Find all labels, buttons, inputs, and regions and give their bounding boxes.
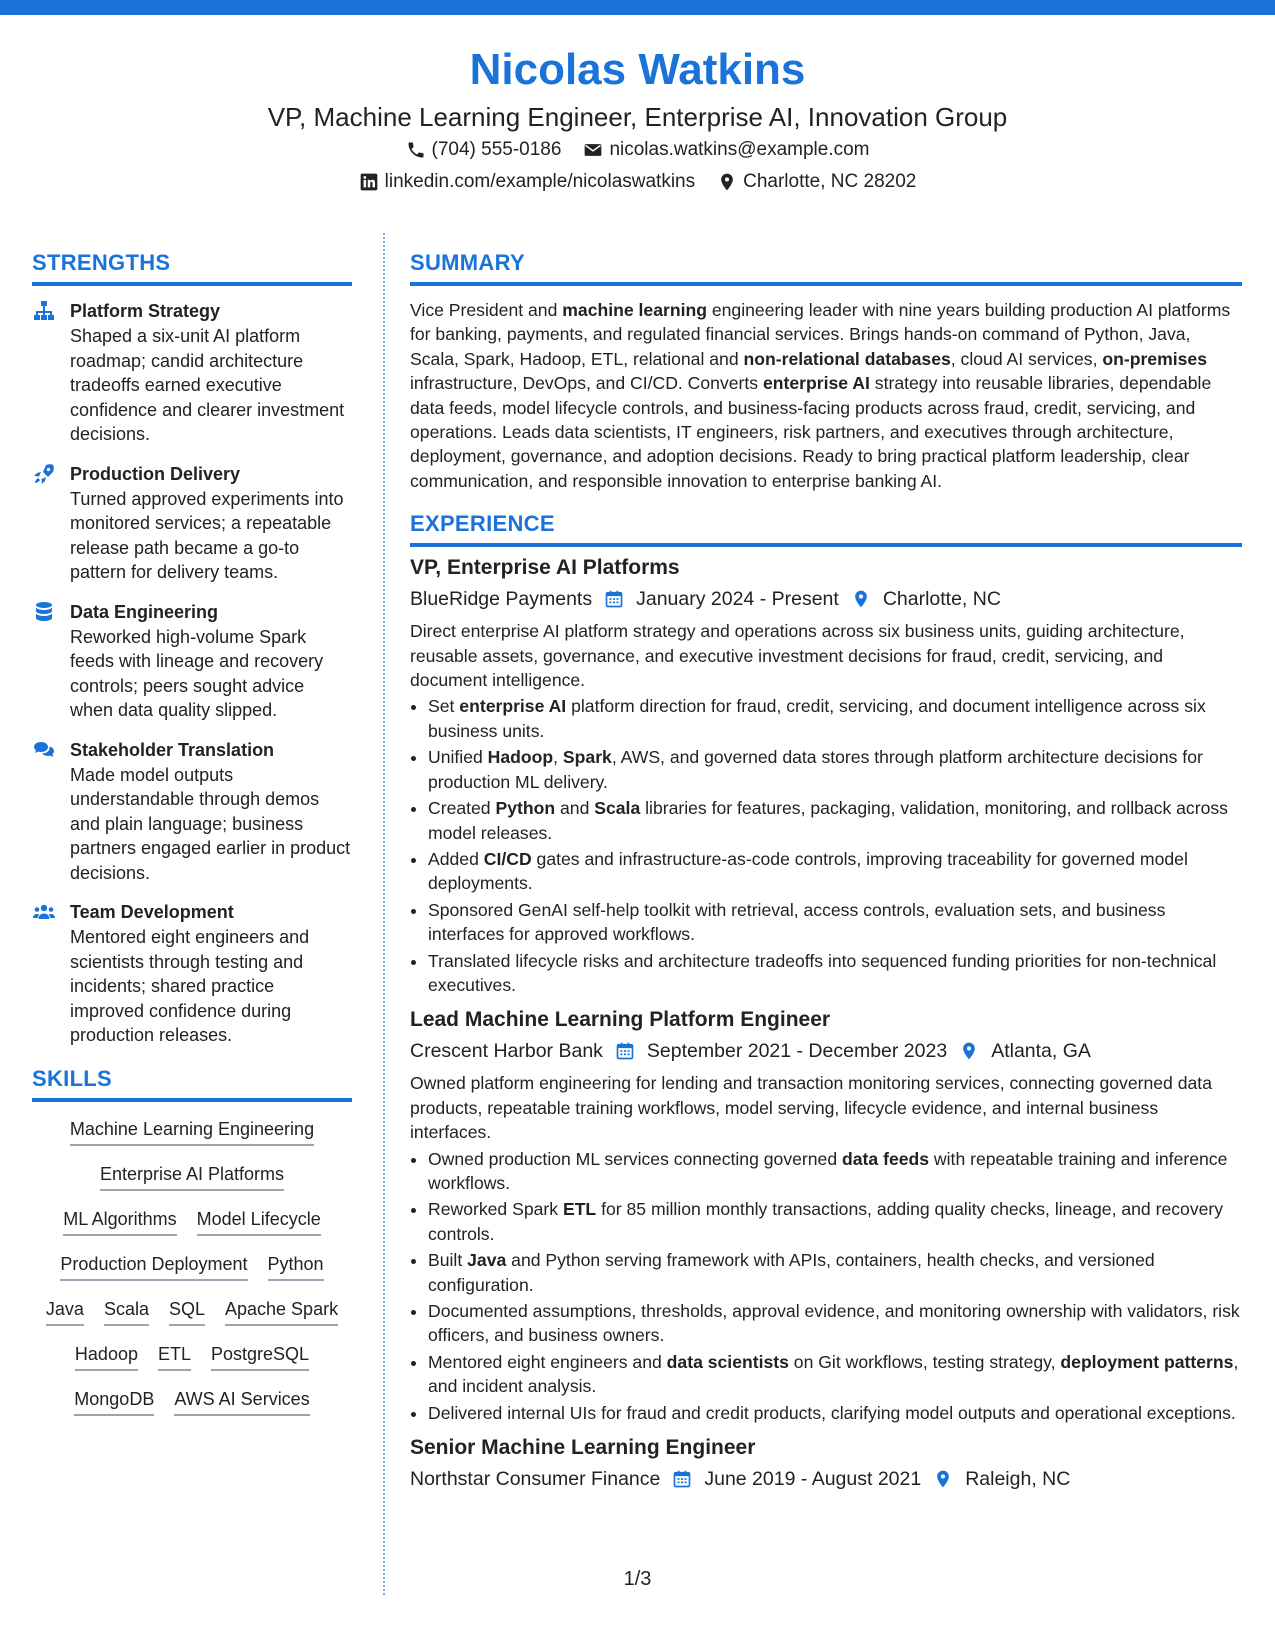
skill-tag: Enterprise AI Platforms: [100, 1161, 284, 1191]
job-meta: [410, 1035, 1242, 1067]
skill-tag: Python: [268, 1251, 324, 1281]
map-pin-icon: [851, 589, 871, 609]
strengths-rule: [32, 282, 352, 286]
strength-item: [32, 599, 352, 723]
skill-row: [40, 1386, 344, 1416]
experience-rule: [410, 543, 1242, 547]
job-bullet: [428, 949, 1242, 998]
strength-name: Production Delivery: [70, 463, 241, 484]
skill-row: [40, 1116, 344, 1146]
sitemap-icon: [32, 299, 56, 323]
phone-icon: [406, 140, 426, 160]
job-dates: January 2024 - Present: [636, 588, 839, 611]
job-location: Raleigh, NC: [965, 1468, 1071, 1491]
contact-row-1: [0, 134, 1275, 166]
strength-desc: Made model outputs understandable through demos and plain language; business partners engaged earlier in product decisions.: [70, 764, 351, 883]
skill-tag: AWS AI Services: [174, 1386, 309, 1416]
job-title: Senior Machine Learning Engineer: [410, 1436, 756, 1460]
job-bullets: [410, 1147, 1242, 1425]
job-meta: [410, 583, 1242, 615]
job-location: Atlanta, GA: [991, 1040, 1091, 1063]
linkedin-icon: [359, 172, 379, 192]
job-bullet: [428, 1299, 1242, 1348]
left-column: [32, 248, 352, 1431]
text-run: Reworked Spark: [428, 1199, 563, 1220]
skill-row: [40, 1161, 344, 1191]
strength-name: Team Development: [70, 902, 234, 922]
strength-body: [70, 899, 352, 1048]
skill-tag: Hadoop: [75, 1341, 138, 1371]
job-bullet: [428, 1197, 1242, 1246]
summary-heading: SUMMARY: [410, 250, 525, 275]
bold-keyword: CI/CD: [483, 848, 532, 869]
bold-keyword: ETL: [562, 1199, 597, 1220]
text-run: Translated lifecycle risks and architecture tradeoffs into sequenced funding priorities for non-technical executives.: [428, 950, 1217, 995]
linkedin-contact[interactable]: [359, 166, 695, 198]
text-run: Owned production ML services connecting governed: [428, 1148, 843, 1169]
summary-rule: [410, 282, 1242, 286]
job-bullets: [410, 694, 1242, 997]
text-run: Built: [428, 1250, 468, 1271]
column-divider: [383, 233, 385, 1595]
comments-icon: [32, 738, 56, 762]
skill-tag: PostgreSQL: [211, 1341, 309, 1371]
strength-name: Platform Strategy: [70, 301, 221, 321]
skill-row: [40, 1206, 344, 1236]
bold-keyword: Python: [495, 798, 556, 819]
job-entry: [410, 553, 1242, 997]
text-run: platform direction for fraud, credit, servicing, and document intelligence across six business units.: [428, 696, 1206, 741]
strength-item: [32, 899, 352, 1048]
text-run: Unified: [428, 747, 488, 768]
skill-tag: SQL: [169, 1296, 205, 1326]
job-company: BlueRidge Payments: [410, 588, 593, 611]
resume-header: [0, 42, 1275, 198]
job-bullet: [428, 1350, 1242, 1399]
skill-tag: MongoDB: [74, 1386, 154, 1416]
text-run: Delivered internal UIs for fraud and credit products, clarifying model outputs and operational exceptions.: [428, 1402, 1236, 1423]
job-bullet: [428, 898, 1242, 947]
skill-tag: Model Lifecycle: [197, 1206, 321, 1236]
job-entry: [410, 1433, 1242, 1495]
page-number: 1/3: [623, 1568, 652, 1590]
job-entry: [410, 1005, 1242, 1425]
rocket-icon: [32, 462, 56, 486]
text-run: strategy into reusable libraries, dependable data feeds, model lifecycle controls, and business-facing products across fraud, credit, servicing, and operations. Leads data scientists, IT engineers, risk partners, and executives through architecture, deployment, governance, and adoption decisions. Ready to bring practical platform leadership, clear communication, and responsible innovation to enterprise banking AI.: [410, 373, 1212, 491]
email-contact[interactable]: [583, 134, 869, 166]
map-pin-icon: [933, 1469, 953, 1489]
linkedin-text: linkedin.com/example/nicolaswatkins: [384, 171, 696, 192]
phone-text: (704) 555-0186: [431, 139, 562, 160]
skill-row: [40, 1341, 344, 1371]
bold-keyword: enterprise AI: [459, 696, 567, 717]
text-run: Set: [428, 696, 460, 717]
top-accent-bar: [0, 0, 1275, 15]
skills-rule: [32, 1098, 352, 1102]
skill-tag: Production Deployment: [60, 1251, 247, 1281]
calendar-icon: [615, 1041, 635, 1061]
bold-keyword: Spark: [562, 747, 612, 768]
map-pin-icon: [717, 172, 737, 192]
bold-keyword: on-premises: [1102, 348, 1207, 369]
contact-row-2: [0, 166, 1275, 198]
strength-desc: Turned approved experiments into monitored services; a repeatable release path became a go-to pattern for delivery teams.: [70, 488, 344, 582]
job-dates: June 2019 - August 2021: [704, 1468, 922, 1491]
strength-body: [70, 461, 352, 585]
job-bullet: [428, 694, 1242, 743]
skill-tag: ML Algorithms: [63, 1206, 176, 1236]
text-run: Vice President and: [410, 300, 563, 320]
strength-item: [32, 737, 352, 886]
text-run: with repeatable training and inference workflows.: [428, 1148, 1228, 1193]
skill-row: [40, 1251, 344, 1281]
calendar-icon: [672, 1469, 692, 1489]
skill-tag: Java: [46, 1296, 84, 1326]
database-icon: [32, 600, 56, 624]
bold-keyword: machine learning: [562, 300, 707, 320]
job-bullet: [428, 847, 1242, 896]
job-bullet: [428, 745, 1242, 794]
experience-list: [410, 553, 1242, 1495]
envelope-icon: [583, 140, 603, 160]
text-run: libraries for features, packaging, validation, monitoring, and rollback across model releases.: [428, 798, 1228, 843]
strength-item: [32, 461, 352, 585]
text-run: and: [555, 798, 595, 819]
text-run: on Git workflows, testing strategy,: [788, 1351, 1061, 1372]
strength-name: Data Engineering: [70, 601, 219, 622]
skill-tag: ETL: [158, 1341, 191, 1371]
skill-tag: Machine Learning Engineering: [70, 1116, 314, 1146]
job-location: Charlotte, NC: [882, 588, 1001, 611]
strengths-heading: STRENGTHS: [32, 250, 171, 275]
text-run: , AWS, and governed data stores through platform architecture decisions for production ML delivery.: [428, 747, 1203, 792]
text-run: , cloud AI services,: [950, 348, 1103, 369]
bold-keyword: Java: [467, 1250, 507, 1271]
strengths-list: [32, 298, 352, 1048]
location-contact: [717, 166, 916, 198]
candidate-title: VP, Machine Learning Engineer, Enterprise AI, Innovation Group: [267, 102, 1008, 132]
job-meta: [410, 1463, 1242, 1495]
skill-tag: Scala: [104, 1296, 149, 1326]
text-run: for 85 million monthly transactions, adding quality checks, lineage, and recovery controls.: [428, 1199, 1224, 1244]
right-column: [410, 248, 1242, 1495]
job-title: Lead Machine Learning Platform Engineer: [410, 1008, 831, 1032]
map-pin-icon: [959, 1041, 979, 1061]
text-run: infrastructure, DevOps, and CI/CD. Converts: [410, 373, 763, 394]
skill-row: [40, 1296, 344, 1326]
strength-name: Stakeholder Translation: [70, 739, 275, 760]
phone-contact[interactable]: [406, 134, 562, 166]
candidate-name: Nicolas Watkins: [469, 45, 806, 94]
strength-body: [70, 298, 352, 447]
text-run: Mentored eight engineers and: [428, 1351, 667, 1372]
job-bullet: [428, 1147, 1242, 1196]
text-run: ,: [553, 747, 563, 768]
job-title: VP, Enterprise AI Platforms: [410, 556, 680, 580]
text-run: engineering leader with nine years building production AI platforms for banking, payments, and regulated financial services. Brings hands-on command of Python, Java, Scala, Spark, Hadoop, ETL, relational and: [410, 300, 1231, 369]
strength-body: [70, 737, 352, 886]
users-icon: [32, 900, 56, 924]
job-bullet: [428, 1401, 1242, 1425]
skills-heading: SKILLS: [32, 1065, 113, 1091]
skills-list: [32, 1116, 352, 1416]
text-run: gates and infrastructure-as-code controls, improving traceability for governed model deployments.: [428, 848, 1188, 894]
strength-desc: Reworked high-volume Spark feeds with lineage and recovery controls; peers sought advice when data quality slipped.: [70, 626, 324, 720]
job-company: Northstar Consumer Finance: [410, 1468, 661, 1491]
job-bullet: [428, 796, 1242, 845]
text-run: and Python serving framework with APIs, containers, health checks, and versioned configuration.: [428, 1250, 1155, 1295]
bold-keyword: data feeds: [842, 1148, 930, 1169]
job-description: Direct enterprise AI platform strategy and operations across six business units, guiding architecture, reusable assets, governance, and executive investment decisions for fraud, credit, servicing, and document intelligence.: [410, 621, 1185, 691]
text-run: Created: [428, 798, 496, 819]
job-bullet: [428, 1248, 1242, 1297]
bold-keyword: Hadoop: [487, 747, 554, 768]
experience-heading: EXPERIENCE: [410, 511, 555, 537]
calendar-icon: [604, 589, 624, 609]
strength-desc: Mentored eight engineers and scientists through testing and incidents; shared practice improved confidence during production releases.: [70, 927, 310, 1045]
job-dates: September 2021 - December 2023: [646, 1040, 948, 1063]
job-company: Crescent Harbor Bank: [410, 1040, 603, 1063]
bold-keyword: Scala: [594, 798, 641, 819]
text-run: Sponsored GenAI self-help toolkit with retrieval, access controls, evaluation sets, and business interfaces for approved workflows.: [428, 899, 1166, 945]
email-text: nicolas.watkins@example.com: [609, 139, 870, 160]
job-description: Owned platform engineering for lending and transaction monitoring services, connecting governed data products, repeatable training workflows, model serving, lifecycle evidence, and internal business interfaces.: [410, 1073, 1212, 1143]
bold-keyword: non-relational databases: [743, 348, 951, 369]
bold-keyword: deployment patterns: [1060, 1351, 1234, 1372]
location-text: Charlotte, NC 28202: [743, 171, 917, 192]
text-run: , and incident analysis.: [428, 1351, 1239, 1397]
skill-tag: Apache Spark: [225, 1296, 338, 1326]
text-run: Added: [428, 848, 484, 869]
strength-desc: Shaped a six-unit AI platform roadmap; candid architecture tradeoffs earned executive confidence and clearer investment decisions.: [70, 326, 345, 444]
strength-item: [32, 298, 352, 447]
text-run: Documented assumptions, thresholds, approval evidence, and monitoring ownership with validators, risk officers, and business owners.: [428, 1301, 1240, 1346]
strength-body: [70, 599, 352, 723]
bold-keyword: data scientists: [666, 1351, 789, 1372]
bold-keyword: enterprise AI: [762, 373, 870, 394]
summary-text: [410, 298, 1242, 493]
